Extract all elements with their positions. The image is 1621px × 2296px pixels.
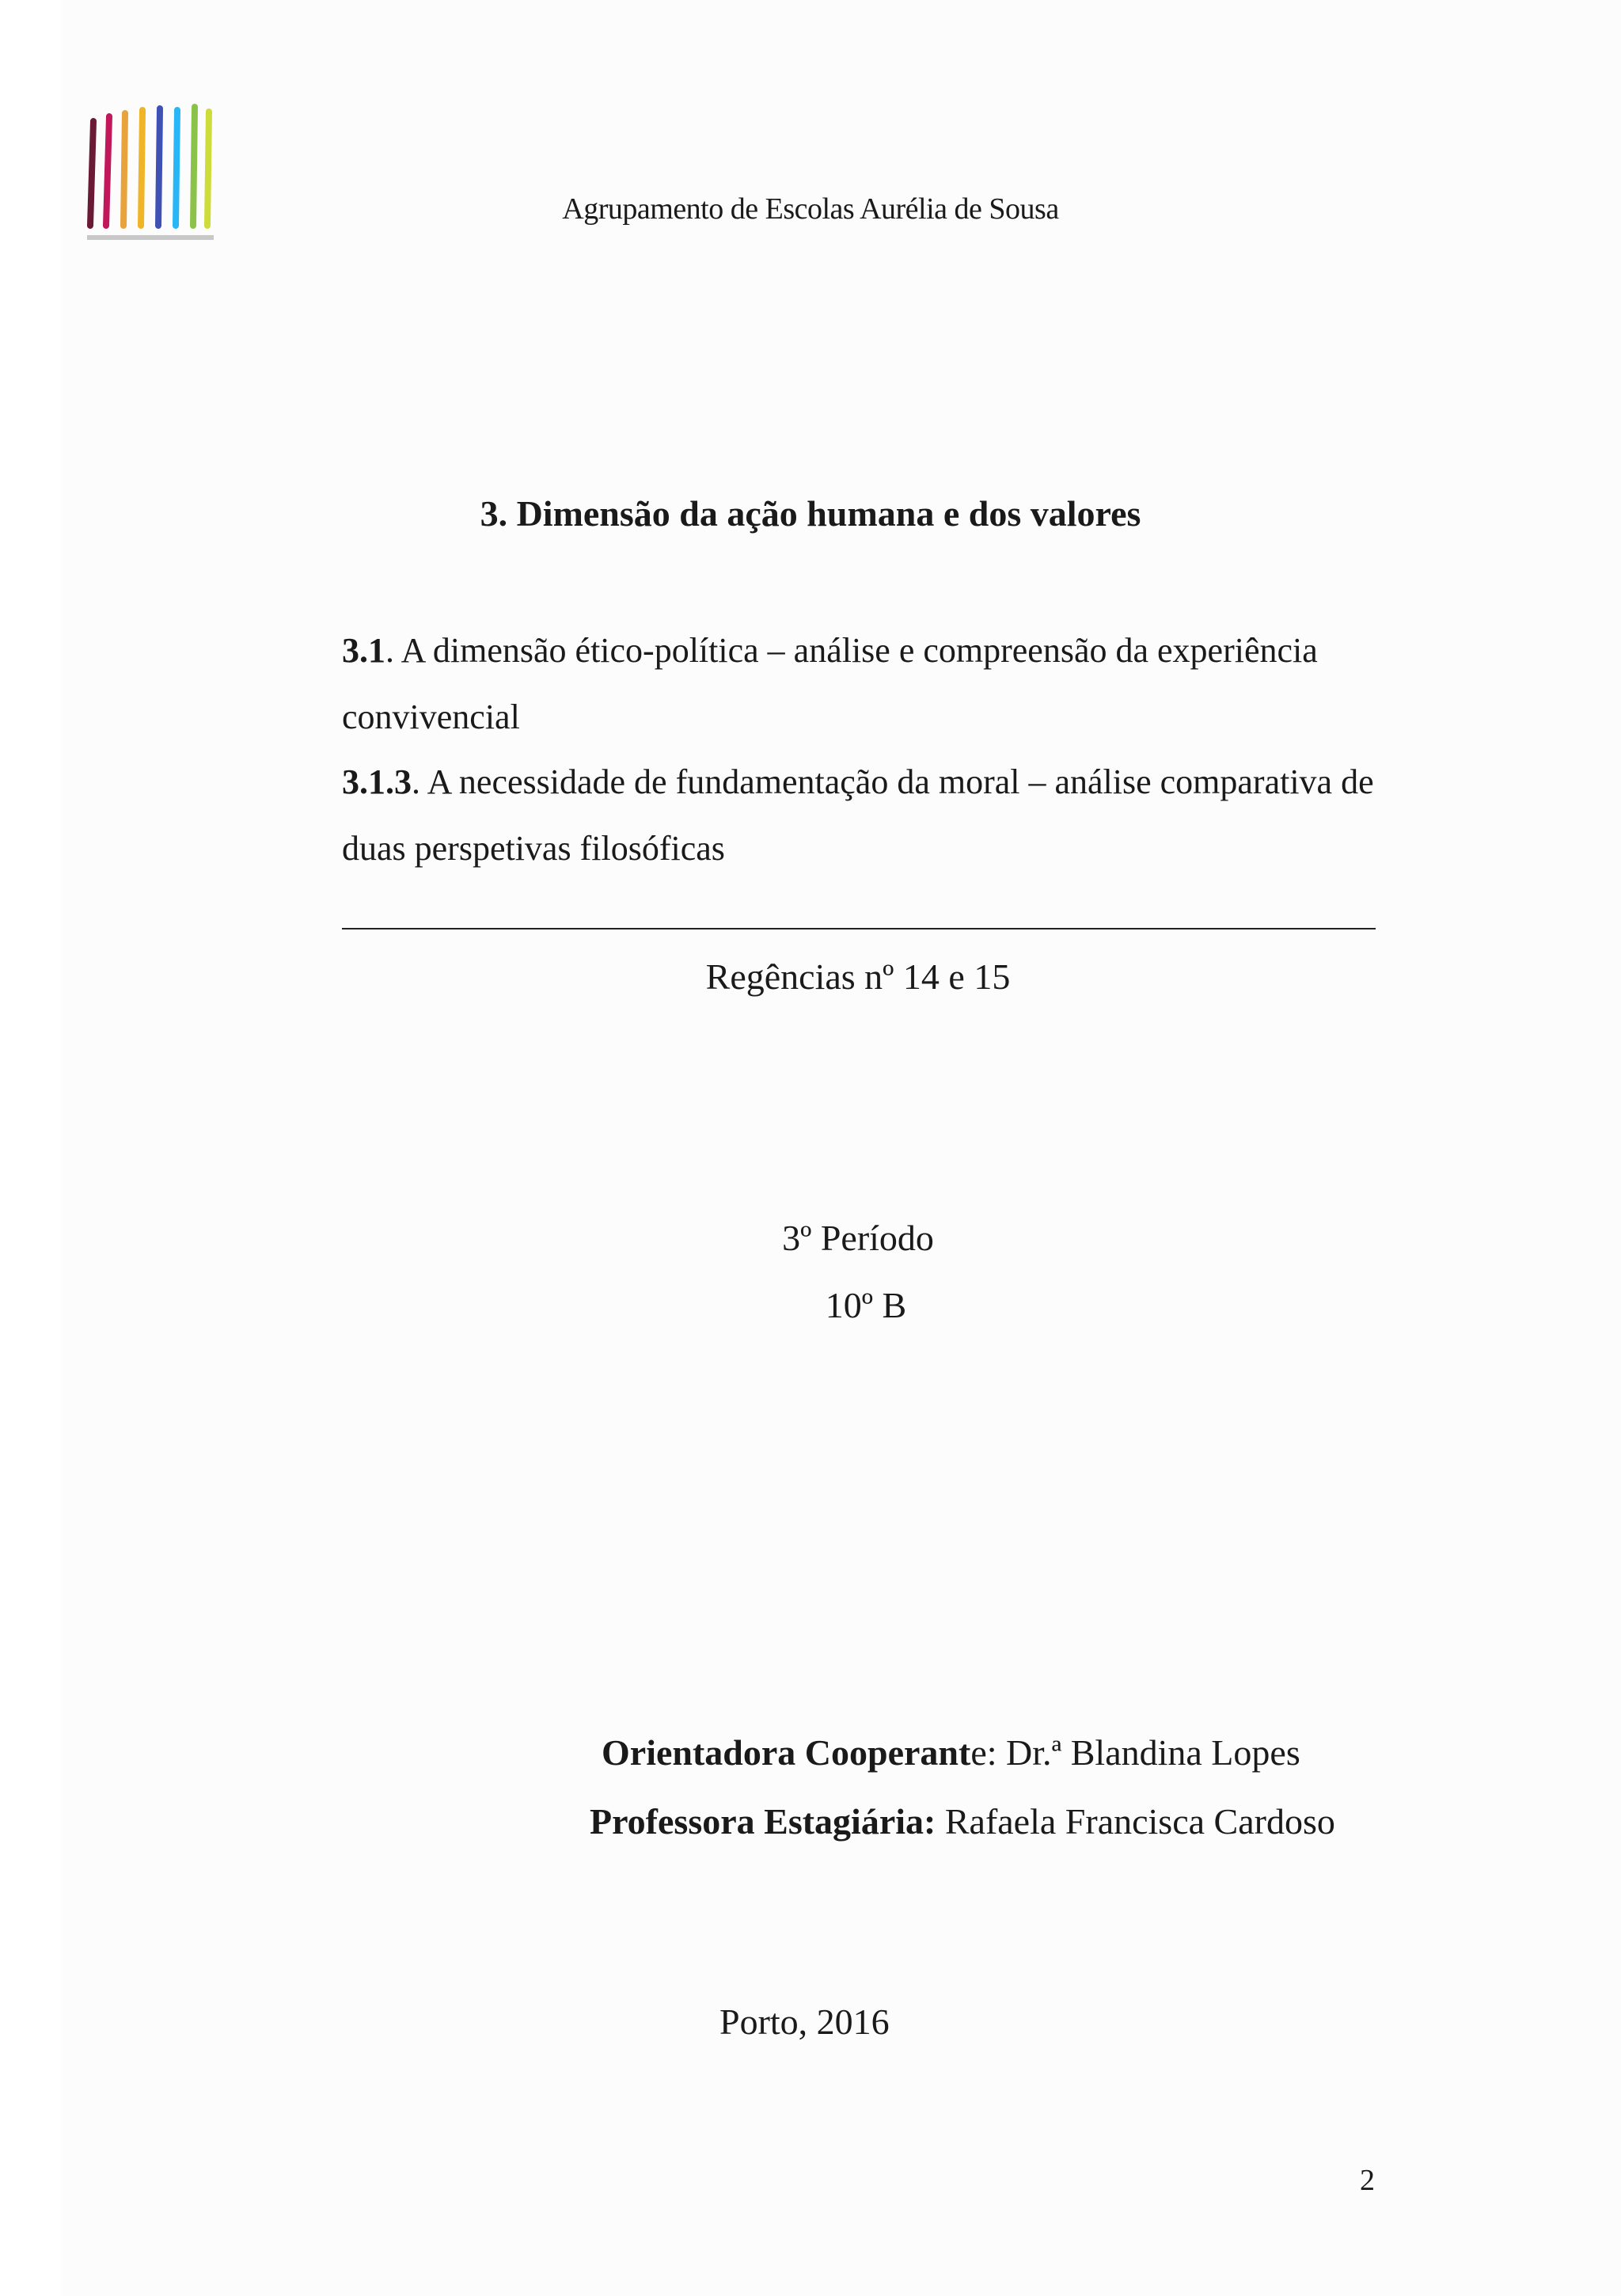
logo-caption bbox=[87, 235, 214, 240]
turma-label: 10º B bbox=[825, 1285, 907, 1325]
orientadora-name: e: Dr.ª Blandina Lopes bbox=[970, 1732, 1300, 1773]
orientadora-label: Orientadora Cooperant bbox=[602, 1732, 971, 1773]
regencias-label: Regências nº 14 e 15 bbox=[705, 956, 1011, 997]
page-number: 2 bbox=[1360, 2164, 1375, 2197]
periodo-label: 3º Período bbox=[782, 1218, 934, 1258]
professora-credit bbox=[590, 1800, 1335, 1842]
professora-name: Rafaela Francisca Cardoso bbox=[936, 1801, 1335, 1842]
professora-label: Professora Estagiária: bbox=[590, 1801, 936, 1842]
subsection-3-1-3 bbox=[342, 749, 1387, 882]
document-page bbox=[62, 0, 1621, 2296]
subsection-text: . A dimensão ético-política – análise e compreensão da experiência convivencial bbox=[342, 631, 1318, 736]
subsection-3-1 bbox=[342, 618, 1387, 751]
school-logo bbox=[79, 99, 222, 249]
divider-line bbox=[342, 928, 1376, 929]
school-name: Agrupamento de Escolas Aurélia de Sousa bbox=[562, 192, 1059, 226]
subsection-text: . A necessidade de fundamentação da moral – análise comparativa de duas perspetivas filosóficas bbox=[342, 762, 1374, 868]
place-date: Porto, 2016 bbox=[719, 2001, 890, 2042]
section-title: 3. Dimensão da ação humana e dos valores bbox=[480, 493, 1141, 534]
subsection-number: 3.1.3 bbox=[342, 762, 412, 801]
subsection-number: 3.1 bbox=[342, 631, 385, 670]
orientadora-credit bbox=[602, 1732, 1300, 1773]
